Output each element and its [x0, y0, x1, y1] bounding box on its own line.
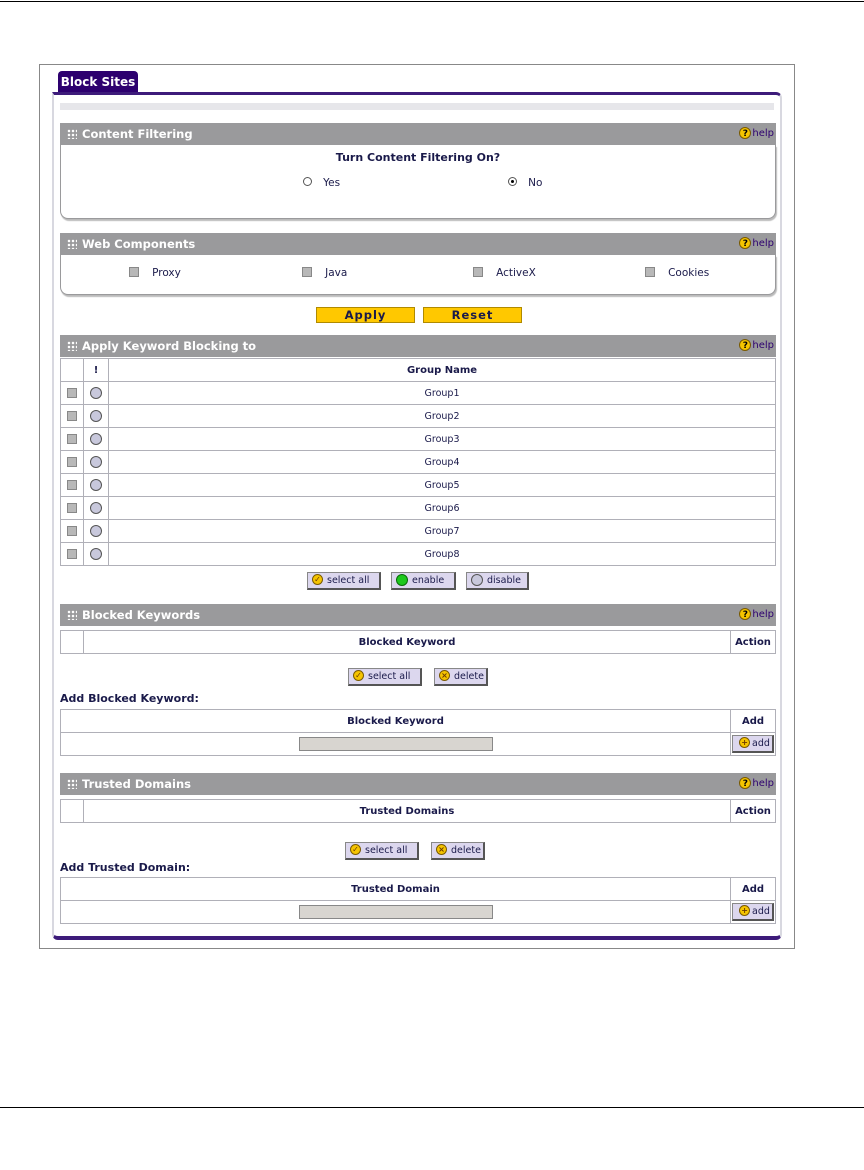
status-indicator: [90, 387, 102, 399]
java-label: Java: [325, 267, 348, 279]
table-row: [61, 474, 776, 497]
add-domain-row: [61, 901, 776, 924]
table-row: [61, 382, 776, 405]
check-icon: ✓: [312, 574, 323, 585]
content-filtering-box: [60, 145, 776, 219]
select-column-header: [61, 631, 84, 654]
row-checkbox[interactable]: [67, 411, 77, 421]
content-filtering-header: [60, 123, 776, 145]
row-checkbox[interactable]: [67, 388, 77, 398]
groups-table: [60, 358, 776, 566]
status-column-header: !: [84, 359, 109, 382]
apply-button[interactable]: Apply: [316, 307, 415, 323]
java-checkbox[interactable]: [302, 267, 312, 277]
help-icon: ?: [739, 237, 751, 249]
trusted-domains-help-link[interactable]: ? help: [739, 777, 774, 791]
row-checkbox[interactable]: [67, 457, 77, 467]
add-column-header: Add: [731, 710, 776, 733]
grip-icon: [67, 129, 77, 139]
trusted-domains-table-header: [61, 800, 776, 823]
help-icon: ?: [739, 777, 751, 789]
trusted-domains-header: [60, 773, 776, 795]
content-filtering-help-link[interactable]: ? help: [739, 127, 774, 141]
groups-select-all-button[interactable]: ✓ select all: [307, 572, 381, 590]
plus-icon: +: [739, 737, 750, 748]
table-row: [61, 405, 776, 428]
row-checkbox[interactable]: [67, 526, 77, 536]
page-bottom-rule: [0, 1107, 864, 1108]
activex-checkbox[interactable]: [473, 267, 483, 277]
add-trusted-domain-title: Add Trusted Domain:: [60, 861, 191, 874]
table-row: [61, 543, 776, 566]
activex-label: ActiveX: [496, 267, 536, 279]
select-column-header: [61, 800, 84, 823]
table-row: [61, 428, 776, 451]
grip-icon: [67, 779, 77, 789]
add-keyword-row: [61, 733, 776, 756]
proxy-option[interactable]: [129, 261, 181, 280]
action-column-header: Action: [731, 631, 776, 654]
disable-button[interactable]: disable: [466, 572, 529, 590]
keywords-delete-button[interactable]: × delete: [434, 668, 488, 686]
select-column-header: [61, 359, 84, 382]
add-domain-header-row: [61, 878, 776, 901]
grip-icon: [67, 239, 77, 249]
add-keyword-header-row: [61, 710, 776, 733]
row-checkbox[interactable]: [67, 434, 77, 444]
add-trusted-domain-table: [60, 877, 776, 924]
delete-icon: ×: [436, 844, 447, 855]
add-blocked-keyword-table: [60, 709, 776, 756]
no-radio[interactable]: [508, 177, 517, 186]
block-sites-panel: [52, 92, 782, 940]
check-icon: ✓: [353, 670, 364, 681]
trusted-domains-column-header: Trusted Domains: [84, 800, 731, 823]
tab-block-sites[interactable]: Block Sites: [58, 71, 138, 93]
table-row: [61, 451, 776, 474]
plus-icon: +: [739, 905, 750, 916]
web-components-header: [60, 233, 776, 255]
green-circle-icon: [396, 574, 408, 586]
content-filtering-yes-option[interactable]: [303, 171, 340, 190]
help-icon: ?: [739, 127, 751, 139]
content-filtering-title: Content Filtering: [82, 127, 193, 141]
cookies-option[interactable]: [645, 261, 709, 280]
blocked-keywords-table: [60, 630, 776, 654]
cookies-checkbox[interactable]: [645, 267, 655, 277]
activex-option[interactable]: [473, 261, 536, 280]
keyword-blocking-header: [60, 335, 776, 357]
status-indicator: [90, 548, 102, 560]
trusted-domains-title: Trusted Domains: [82, 777, 191, 791]
reset-button[interactable]: Reset: [423, 307, 522, 323]
add-blocked-keyword-title: Add Blocked Keyword:: [60, 692, 199, 705]
status-indicator: [90, 410, 102, 422]
yes-radio[interactable]: [303, 177, 312, 186]
web-components-box: [60, 255, 776, 295]
yes-label: Yes: [323, 177, 341, 189]
blocked-keywords-header: [60, 604, 776, 626]
blocked-keyword-column-header: Blocked Keyword: [84, 631, 731, 654]
content-filtering-no-option[interactable]: [508, 171, 542, 190]
group-name: Group8: [109, 543, 776, 566]
trusted-domain-column-header: Trusted Domain: [61, 878, 731, 901]
trusted-domain-input[interactable]: [299, 905, 493, 919]
grip-icon: [67, 610, 77, 620]
status-indicator: [90, 433, 102, 445]
group-name: Group7: [109, 520, 776, 543]
proxy-checkbox[interactable]: [129, 267, 139, 277]
group-name: Group5: [109, 474, 776, 497]
web-components-title: Web Components: [82, 237, 196, 251]
block-sites-window: [39, 64, 795, 949]
check-icon: ✓: [350, 844, 361, 855]
groups-table-header: [61, 359, 776, 382]
table-row: [61, 497, 776, 520]
cookies-label: Cookies: [668, 267, 710, 279]
group-name-column-header: Group Name: [109, 359, 776, 382]
keywords-select-all-button[interactable]: ✓ select all: [348, 668, 422, 686]
keyword-blocking-title: Apply Keyword Blocking to: [82, 339, 257, 353]
grip-icon: [67, 341, 77, 351]
row-checkbox[interactable]: [67, 549, 77, 559]
status-indicator: [90, 502, 102, 514]
delete-icon: ×: [439, 670, 450, 681]
java-option[interactable]: [302, 261, 347, 280]
add-domain-button[interactable]: + add: [732, 903, 774, 921]
trusted-domains-table: [60, 799, 776, 823]
group-name: Group3: [109, 428, 776, 451]
no-label: No: [528, 177, 543, 189]
status-indicator: [90, 479, 102, 491]
group-name: Group2: [109, 405, 776, 428]
blocked-keywords-help-link[interactable]: ? help: [739, 608, 774, 622]
table-row: [61, 520, 776, 543]
add-column-header: Add: [731, 878, 776, 901]
enable-button[interactable]: enable: [391, 572, 456, 590]
row-checkbox[interactable]: [67, 503, 77, 513]
add-keyword-button[interactable]: + add: [732, 735, 774, 753]
gray-circle-icon: [471, 574, 483, 586]
status-indicator: [90, 456, 102, 468]
web-components-help-link[interactable]: ? help: [739, 237, 774, 251]
keyword-blocking-help-link[interactable]: ? help: [739, 339, 774, 353]
help-icon: ?: [739, 608, 751, 620]
top-spacer-bar: [60, 103, 774, 110]
proxy-label: Proxy: [152, 267, 181, 279]
help-icon: ?: [739, 339, 751, 351]
group-name: Group1: [109, 382, 776, 405]
blocked-keyword-column-header: Blocked Keyword: [61, 710, 731, 733]
action-column-header: Action: [731, 800, 776, 823]
domains-select-all-button[interactable]: ✓ select all: [345, 842, 419, 860]
group-name: Group6: [109, 497, 776, 520]
blocked-keywords-table-header: [61, 631, 776, 654]
domains-delete-button[interactable]: × delete: [431, 842, 485, 860]
blocked-keyword-input[interactable]: [299, 737, 493, 751]
row-checkbox[interactable]: [67, 480, 77, 490]
blocked-keywords-title: Blocked Keywords: [82, 608, 201, 622]
content-filtering-question: Turn Content Filtering On?: [335, 151, 501, 164]
status-indicator: [90, 525, 102, 537]
page-top-rule: [0, 1, 864, 2]
group-name: Group4: [109, 451, 776, 474]
